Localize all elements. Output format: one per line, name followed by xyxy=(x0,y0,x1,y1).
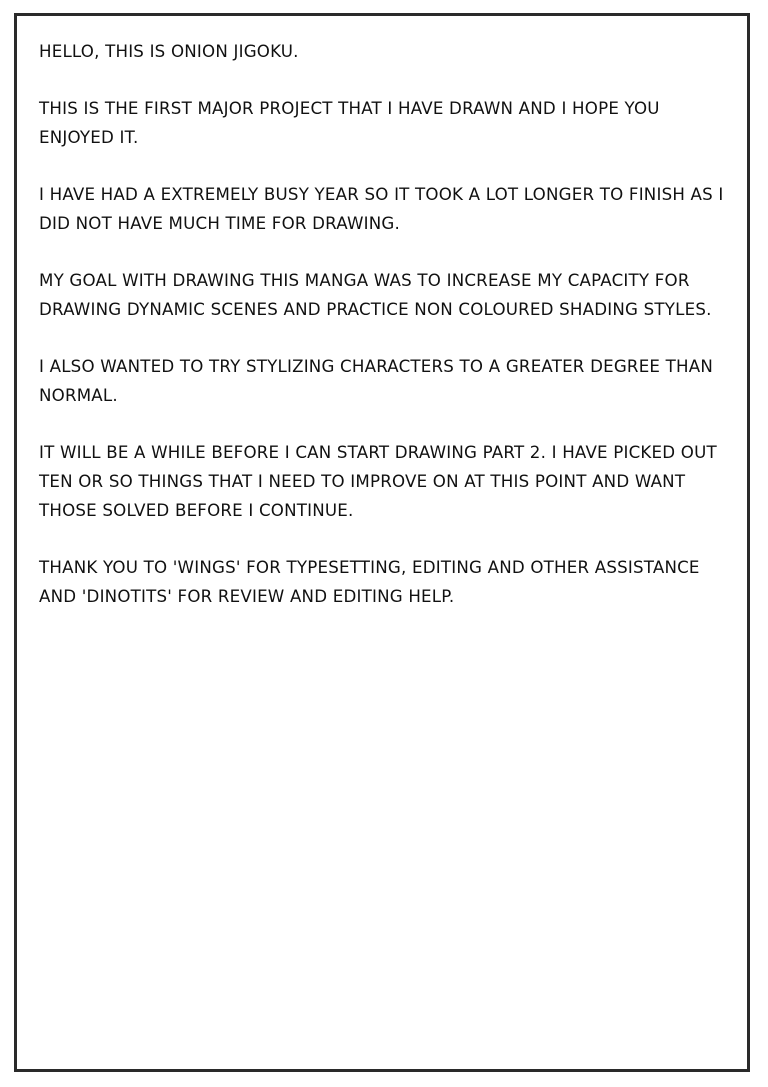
paragraph-thanks: THANK YOU TO 'WINGS' FOR TYPESETTING, EDITING AND OTHER ASSISTANCE AND 'DINOTITS' FOR REVIEW AND EDITING HELP. xyxy=(39,558,700,607)
paragraph-part-two: IT WILL BE A WHILE BEFORE I CAN START DRAWING PART 2. I HAVE PICKED OUT TEN OR SO THINGS THAT I NEED TO IMPROVE ON AT THIS POINT AND WANT THOSE SOLVED BEFORE I CONTINUE. xyxy=(39,443,717,521)
paragraph-greeting: HELLO, THIS IS ONION JIGOKU. xyxy=(39,42,299,62)
paragraph-first-project: THIS IS THE FIRST MAJOR PROJECT THAT I HAVE DRAWN AND I HOPE YOU ENJOYED IT. xyxy=(39,99,660,148)
paragraph-stylizing: I ALSO WANTED TO TRY STYLIZING CHARACTERS TO A GREATER DEGREE THAN NORMAL. xyxy=(39,357,713,406)
paragraph-busy-year: I HAVE HAD A EXTREMELY BUSY YEAR SO IT TOOK A LOT LONGER TO FINISH AS I DID NOT HAVE MUCH TIME FOR DRAWING. xyxy=(39,185,724,234)
afterword-panel xyxy=(14,13,750,1072)
afterword-text xyxy=(39,38,725,640)
paragraph-goal: MY GOAL WITH DRAWING THIS MANGA WAS TO INCREASE MY CAPACITY FOR DRAWING DYNAMIC SCENES AND PRACTICE NON COLOURED SHADING STYLES. xyxy=(39,271,712,320)
